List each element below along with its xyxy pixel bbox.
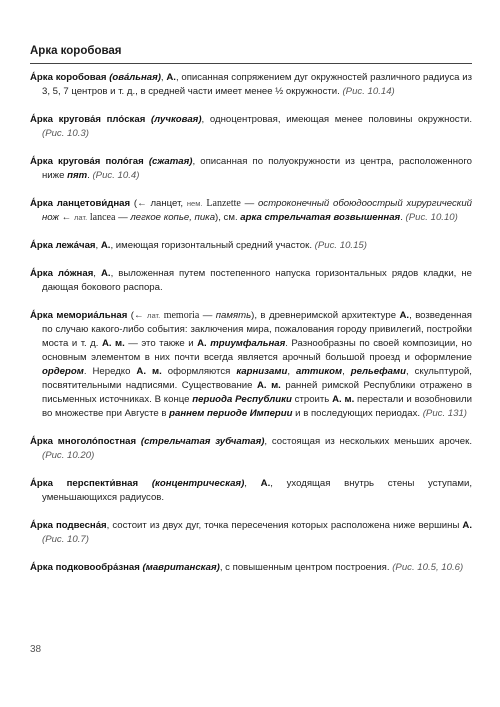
entry-text: перестали и возобновили во множестве при Августе в	[42, 394, 472, 419]
figure-reference: (Рис. 10.5, 10.6)	[392, 562, 464, 573]
cross-reference-term: (ова́льная)	[109, 72, 161, 83]
cross-reference-term: (стрельчатая зубчатая)	[140, 436, 265, 447]
figure-reference: (Рис. 10.7)	[42, 534, 89, 545]
entry-text: —	[115, 212, 131, 223]
entry-text: —	[199, 310, 216, 321]
entry-text: ,	[244, 478, 261, 489]
bold-term: А.	[166, 72, 176, 83]
bold-term: А.	[197, 338, 207, 349]
entry-text: , с повышенным центром построения.	[219, 562, 393, 573]
entry-headword: А́рка лежа́чая	[30, 240, 96, 251]
entry-text: лат.	[73, 213, 88, 222]
cross-reference-term: триумфальная	[210, 338, 286, 349]
entry-text: , состоит из двух дуг, точка пересечения которых расположена ниже вершины	[106, 520, 463, 531]
entry-text: , возведенная по случаю какого-либо события: заключения мира, пожалования городу привилегий, постройки моста и т. д.	[42, 310, 472, 349]
entry-text: ,	[287, 366, 296, 377]
cross-reference-term: (сжатая)	[148, 156, 193, 167]
bold-term: А. м.	[256, 380, 281, 391]
entry-text: ←	[59, 212, 74, 223]
bold-term: А.	[260, 478, 271, 489]
entry-text: , состоящая из нескольких меньших арочек.	[264, 436, 472, 447]
cross-reference-term: пят	[67, 170, 88, 181]
entry-text: и в последующих периодах.	[292, 408, 423, 419]
entry-text: ,	[93, 268, 101, 279]
entry-headword: А́рка подвесна́я	[30, 520, 107, 531]
cross-reference-term: (лучковая)	[150, 114, 202, 125]
figure-reference: (Рис. 10.4)	[92, 170, 140, 181]
entry-text: . Нередко	[83, 366, 137, 377]
dictionary-entry	[30, 519, 472, 547]
entry-text: , скульптурой, посвятительными надписями. Существование	[42, 366, 472, 391]
entry-headword: А́рка подковообра́зная	[30, 562, 140, 573]
entry-headword: А́рка ло́жная	[30, 268, 94, 279]
dictionary-entry	[30, 477, 472, 505]
entry-headword: А́рка кругова́я пло́ская	[30, 114, 146, 125]
entry-text: .	[87, 170, 93, 181]
entry-text: — это также и	[124, 338, 198, 349]
dictionary-entry	[30, 155, 472, 183]
entry-headword: А́рка ланцетови́дная	[30, 198, 131, 209]
dictionary-entry	[30, 309, 472, 421]
bold-term: А. м.	[332, 394, 355, 405]
entry-text: ), в древнеримской архитектуре	[251, 310, 400, 321]
bold-term: А.	[399, 310, 410, 321]
entry-text: lancea	[89, 212, 116, 223]
entry-text: , выложенная путем постепенного напуска горизонтальных рядов кладки, не дающая бокового распора.	[42, 268, 472, 293]
cross-reference-term: (концентрическая)	[151, 478, 245, 489]
bold-term: А.	[462, 520, 473, 531]
entry-text: легкое копье, пика	[130, 212, 216, 223]
bold-term: А.	[100, 268, 111, 279]
figure-reference: (Рис. 10.3)	[42, 128, 89, 139]
entry-text: (← ланцет,	[130, 198, 187, 209]
cross-reference-term: аттиком	[296, 366, 343, 377]
cross-reference-term: раннем периоде Империи	[169, 408, 293, 419]
cross-reference-term: карнизами	[236, 366, 288, 377]
dictionary-entry	[30, 435, 472, 463]
entry-text: . Разнообразны по своей композиции, но основным элементом в них почти всегда является арочный большой проезд и оформление	[42, 338, 472, 363]
entry-text: лат.	[147, 311, 161, 320]
entry-text: строить	[291, 394, 333, 405]
bold-term: А. м.	[101, 338, 125, 349]
cross-reference-term: рельефами	[350, 366, 406, 377]
dictionary-entry	[30, 71, 472, 99]
entry-headword: А́рка перспекти́вная	[30, 478, 139, 489]
header-divider	[30, 63, 472, 64]
entry-headword: А́рка кругова́я поло́гая	[30, 156, 144, 167]
entry-text: (←	[127, 310, 148, 321]
entry-text: ), см.	[215, 212, 241, 223]
entry-text: , уходящая внутрь стены уступами, уменьшающихся радиусов.	[42, 478, 472, 503]
figure-reference: (Рис. 10.14)	[342, 86, 395, 97]
dictionary-entry	[30, 561, 472, 575]
entry-text: , описанная по полуокружности из центра, расположенного ниже	[42, 156, 472, 181]
cross-reference-term: ордером	[42, 366, 84, 377]
entry-text: нем.	[186, 199, 203, 208]
figure-reference: (Рис. 131)	[422, 408, 467, 419]
running-header: Арка коробовая	[30, 45, 122, 57]
cross-reference-term: (мавританская)	[142, 562, 220, 573]
entry-text: memoria	[163, 310, 200, 321]
entry-text: —	[240, 198, 258, 209]
figure-reference: (Рис. 10.15)	[314, 240, 367, 251]
page-number: 38	[30, 644, 42, 655]
dictionary-entry	[30, 197, 472, 225]
entry-text: , одноцентровая, имеющая менее половины окружности.	[201, 114, 472, 125]
cross-reference-term: периода Республики	[192, 394, 292, 405]
entry-text: ,	[95, 240, 101, 251]
dictionary-entry	[30, 267, 472, 295]
entry-text: .	[400, 212, 406, 223]
dictionary-entry	[30, 113, 472, 141]
entry-text: Lanzette	[206, 198, 241, 209]
figure-reference: (Рис. 10.10)	[405, 212, 458, 223]
dictionary-entry	[30, 239, 472, 253]
entry-headword: А́рка коробовая	[30, 72, 107, 83]
entry-text: , имеющая горизонтальный средний участок.	[110, 240, 315, 251]
figure-reference: (Рис. 10.20)	[42, 450, 95, 461]
bold-term: А.	[100, 240, 111, 251]
entry-text	[138, 478, 152, 489]
dictionary-entries	[30, 71, 472, 575]
entry-text: , описанная сопряжением дуг окружностей различного радиуса из 3, 5, 7 центров и т. д., в средней части имеет менее ½ окружности.	[42, 72, 472, 97]
entry-text: ,	[342, 366, 351, 377]
entry-headword: А́рка мемориа́льная	[30, 310, 128, 321]
entry-headword: А́рка многоло́постная	[30, 436, 137, 447]
entry-text: остроконечный обоюдоострый хирургический нож	[42, 198, 473, 223]
bold-term: А. м.	[136, 366, 162, 377]
entry-text: оформляются	[161, 366, 237, 377]
cross-reference-term: арка стрельчатая возвышенная	[240, 212, 401, 223]
entry-text: ранней римской Республики отражено в письменных источниках. В конце	[42, 380, 472, 405]
entry-text: память	[215, 310, 252, 321]
entry-text: ,	[160, 72, 167, 83]
